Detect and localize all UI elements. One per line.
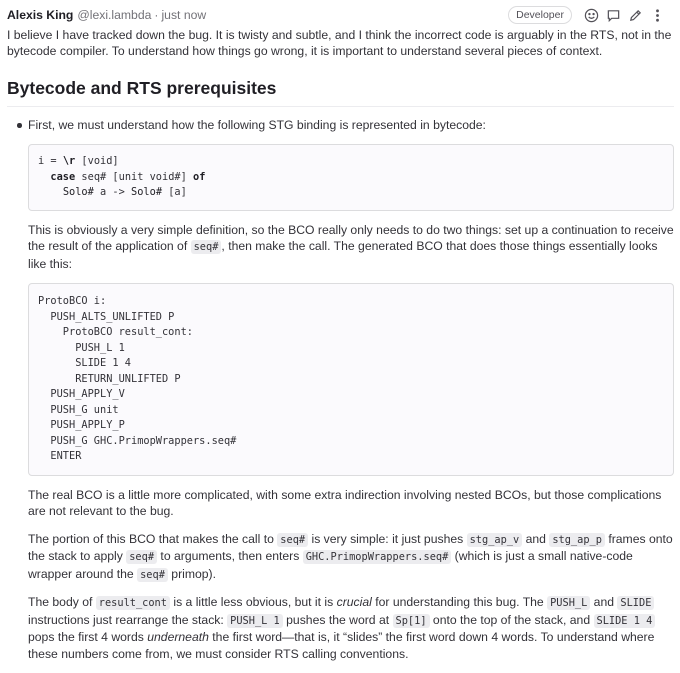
paragraph-real-bco: The real BCO is a little more complicated, with some extra indirection involving nested BCOs, but those complications are not relevant to the bug. — [28, 487, 662, 518]
timestamp[interactable]: just now — [161, 8, 207, 22]
note-body — [7, 27, 674, 673]
separator-dot: · — [154, 8, 159, 22]
add-reaction-button[interactable] — [580, 4, 602, 26]
more-actions-button[interactable] — [646, 4, 668, 26]
stg-code-block: i = \r [void] case seq# [unit void#] of Solo# a -> Solo# [a] — [28, 144, 674, 211]
author-handle[interactable]: @lexi.lambda — [77, 8, 152, 22]
smiley-icon — [584, 8, 599, 23]
pencil-icon — [628, 8, 643, 23]
note-header — [7, 4, 668, 26]
paragraph-call-portion: The portion of this BCO that makes the call to seq# is very simple: it just pushes stg_ap_v and stg_ap_p frames onto the stack to apply seq# to arguments, then enters GHC.PrimopWrappers.seq# (which is just a small native-code wrapper around the seq# primop). — [28, 531, 673, 581]
comment-icon — [606, 8, 621, 23]
section-heading: Bytecode and RTS prerequisites — [7, 78, 674, 107]
paragraph-result-cont: The body of result_cont is a little less obvious, but it is crucial for understanding this bug. The PUSH_L and SLIDE instructions just rearrange the stack: PUSH_L 1 pushes the word at Sp[1] onto the top of the stack, and SLIDE 1 4 pops the first 4 words underneath the first word—that is, it “slides” the first word down 4 words. To understand where these numbers come from, we must consider RTS calling conventions. — [28, 595, 655, 661]
bco-code-block: ProtoBCO i: PUSH_ALTS_UNLIFTED P ProtoBCO result_cont: PUSH_L 1 SLIDE 1 4 RETURN_UNLIFTED P PUSH_APPLY_V PUSH_G unit PUSH_APPLY_P PUSH_G GHC.PrimopWrappers.seq# ENTER — [28, 283, 674, 476]
list-item: First, we must understand how the following STG binding is represented in bytecode: — [7, 117, 674, 133]
more-vertical-icon — [650, 8, 665, 23]
intro-paragraph: I believe I have tracked down the bug. It is twisty and subtle, and I think the incorrect code is arguably in the RTS, not in the bytecode compiler. To understand how things go wrong, it is important to understand several pieces of context. — [7, 28, 672, 58]
edit-button[interactable] — [624, 4, 646, 26]
reply-button[interactable] — [602, 4, 624, 26]
role-badge: Developer — [508, 6, 572, 24]
paragraph-bco-intro: This is obviously a very simple definition, so the BCO really only needs to do two things: set up a continuation to receive the result of the application of seq# , then make the call. The generated BCO that does those things essentially looks like this: — [28, 222, 674, 271]
author-name[interactable]: Alexis King — [7, 8, 74, 22]
